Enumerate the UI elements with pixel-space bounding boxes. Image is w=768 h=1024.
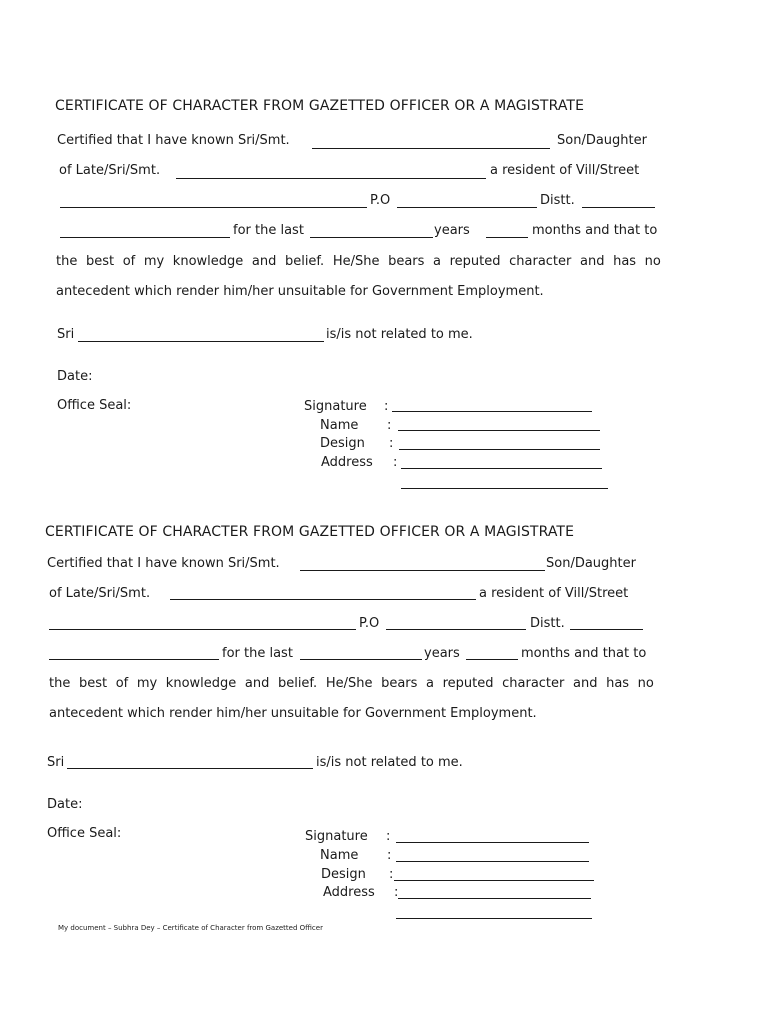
word: of xyxy=(115,676,129,691)
character-statement-line xyxy=(49,676,654,692)
address-blank-line-2[interactable] xyxy=(396,918,592,919)
signature-blank-line[interactable] xyxy=(392,411,592,412)
word: bears xyxy=(388,254,425,269)
months-blank-line[interactable] xyxy=(466,659,518,660)
word: my xyxy=(136,676,158,691)
word: the xyxy=(56,254,78,269)
word: reputed xyxy=(449,254,501,269)
address-blank-line[interactable] xyxy=(401,468,602,469)
months-label: months and that to xyxy=(532,223,658,238)
word: a xyxy=(433,254,441,269)
not-related-label: is/is not related to me. xyxy=(326,327,473,342)
word: belief. xyxy=(284,254,325,269)
office-seal-label: Office Seal: xyxy=(57,398,132,413)
word: and xyxy=(251,254,277,269)
colon: : xyxy=(386,829,391,844)
address-blank-line[interactable] xyxy=(398,898,591,899)
distt-label: Distt. xyxy=(530,616,565,631)
word: no xyxy=(637,676,654,691)
date-label: Date: xyxy=(47,797,83,812)
character-statement-line xyxy=(56,254,661,270)
address-blank-line-2[interactable] xyxy=(401,488,608,489)
certificate-title: CERTIFICATE OF CHARACTER FROM GAZETTED OFFICER OR A MAGISTRATE xyxy=(55,98,585,114)
parent-prefix: of Late/Sri/Smt. xyxy=(59,163,161,178)
parent-prefix: of Late/Sri/Smt. xyxy=(49,586,151,601)
word: and xyxy=(244,676,270,691)
colon: : xyxy=(389,867,394,882)
years-blank-line[interactable] xyxy=(300,659,422,660)
word: my xyxy=(143,254,165,269)
certified-prefix: Certified that I have known Sri/Smt. xyxy=(57,133,290,148)
signature-label: Signature xyxy=(305,829,368,844)
colon: : xyxy=(394,885,399,900)
word: best xyxy=(78,676,108,691)
distt-label: Distt. xyxy=(540,193,575,208)
design-label: Design xyxy=(321,867,366,882)
word: has xyxy=(613,254,637,269)
word: a xyxy=(426,676,434,691)
district-blank-line[interactable] xyxy=(60,237,230,238)
colon: : xyxy=(384,399,389,414)
parent-blank-line[interactable] xyxy=(170,599,476,600)
certificate-title: CERTIFICATE OF CHARACTER FROM GAZETTED OFFICER OR A MAGISTRATE xyxy=(45,524,575,540)
village-blank-line[interactable] xyxy=(60,207,367,208)
word: the xyxy=(49,676,71,691)
name-label: Name xyxy=(320,418,359,433)
word: and xyxy=(580,254,605,269)
word: bears xyxy=(381,676,418,691)
address-label: Address xyxy=(323,885,375,900)
officer-name-blank-line[interactable] xyxy=(396,861,589,862)
years-label: years xyxy=(434,223,470,238)
colon: : xyxy=(389,436,394,451)
name-label: Name xyxy=(320,848,359,863)
name-blank-line[interactable] xyxy=(312,148,550,149)
signature-label: Signature xyxy=(304,399,367,414)
for-last-label: for the last xyxy=(222,646,293,661)
months-blank-line[interactable] xyxy=(486,237,528,238)
sri-blank-line[interactable] xyxy=(67,768,313,769)
months-label: months and that to xyxy=(521,646,647,661)
sri-label: Sri xyxy=(47,755,65,770)
years-blank-line[interactable] xyxy=(310,237,433,238)
po-blank-line[interactable] xyxy=(397,207,537,208)
son-daughter-label: Son/Daughter xyxy=(557,133,647,148)
colon: : xyxy=(393,455,398,470)
design-label: Design xyxy=(320,436,365,451)
word: knowledge xyxy=(165,676,237,691)
address-label: Address xyxy=(321,455,373,470)
name-blank-line[interactable] xyxy=(300,570,545,571)
po-label: P.O xyxy=(370,193,391,208)
antecedent-statement: antecedent which render him/her unsuitable for Government Employment. xyxy=(49,706,537,721)
word: of xyxy=(122,254,136,269)
resident-label: a resident of Vill/Street xyxy=(479,586,629,601)
son-daughter-label: Son/Daughter xyxy=(546,556,636,571)
word: and xyxy=(573,676,598,691)
word: has xyxy=(606,676,630,691)
not-related-label: is/is not related to me. xyxy=(316,755,463,770)
date-label: Date: xyxy=(57,369,93,384)
district-blank-line[interactable] xyxy=(49,659,219,660)
office-seal-label: Office Seal: xyxy=(47,826,122,841)
document-footer: My document – Subhra Dey – Certificate of Character from Gazetted Officer xyxy=(58,924,323,932)
word: reputed xyxy=(442,676,494,691)
word: He/She xyxy=(325,676,373,691)
sri-blank-line[interactable] xyxy=(78,341,324,342)
officer-name-blank-line[interactable] xyxy=(398,430,600,431)
word: character xyxy=(502,676,565,691)
colon: : xyxy=(387,848,392,863)
certified-prefix: Certified that I have known Sri/Smt. xyxy=(47,556,280,571)
parent-blank-line[interactable] xyxy=(176,178,486,179)
colon: : xyxy=(387,418,392,433)
designation-blank-line[interactable] xyxy=(394,880,594,881)
word: no xyxy=(644,254,661,269)
po-blank-line[interactable] xyxy=(386,629,526,630)
word: belief. xyxy=(277,676,318,691)
po-label: P.O xyxy=(359,616,380,631)
word: character xyxy=(509,254,572,269)
designation-blank-line[interactable] xyxy=(399,449,600,450)
for-last-label: for the last xyxy=(233,223,304,238)
years-label: years xyxy=(424,646,460,661)
distt-blank-line[interactable] xyxy=(582,207,655,208)
distt-blank-line[interactable] xyxy=(570,629,643,630)
word: knowledge xyxy=(172,254,244,269)
resident-label: a resident of Vill/Street xyxy=(490,163,640,178)
word: He/She xyxy=(332,254,380,269)
signature-blank-line[interactable] xyxy=(396,842,589,843)
village-blank-line[interactable] xyxy=(49,629,356,630)
word: best xyxy=(85,254,115,269)
antecedent-statement: antecedent which render him/her unsuitable for Government Employment. xyxy=(56,284,544,299)
sri-label: Sri xyxy=(57,327,75,342)
